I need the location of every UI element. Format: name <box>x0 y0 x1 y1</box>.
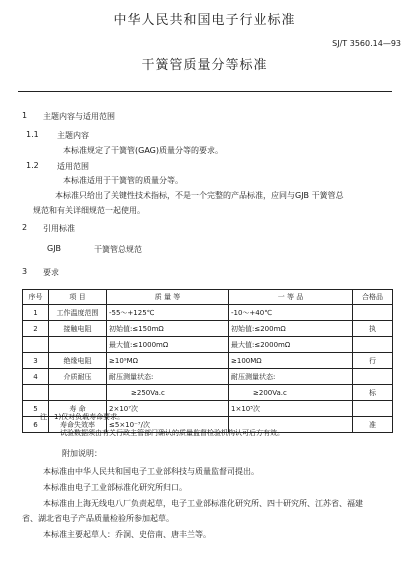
table-row <box>23 385 393 401</box>
cell-seq <box>23 337 49 353</box>
header-grade-1: 一 等 品 <box>229 290 353 305</box>
appendix-line-3b: 省、湖北省电子产品质量检验所参加起草。 <box>22 514 174 523</box>
cell-remark: 标 <box>353 385 393 401</box>
appendix-line-4: 本标准主要起草人：乔洞、史倍南、唐丰兰等。 <box>43 530 211 539</box>
table-header-row <box>23 290 393 305</box>
cell-seq: 3 <box>23 353 49 369</box>
cell-grade-a: ≥250Va.c <box>107 385 229 401</box>
cell-item: 寿 命 <box>49 401 107 417</box>
cell-seq <box>23 385 49 401</box>
cell-item <box>49 337 107 353</box>
cell-seq: 4 <box>23 369 49 385</box>
table-note-1: 注：1)仅对负载寿命要求。 <box>40 413 125 421</box>
cell-grade-b: -10～+40℃ <box>229 305 353 321</box>
cell-grade-a: -55～+125℃ <box>107 305 229 321</box>
cell-item: 绝缘电阻 <box>49 353 107 369</box>
appendix-line-1: 本标准由中华人民共和国电子工业部科技与质量监督司提出。 <box>43 467 259 476</box>
cell-item: 寿命失效率 <box>49 417 107 433</box>
table-row <box>23 305 393 321</box>
section-1-1-num: 1.1 <box>26 130 39 139</box>
cell-remark: 准 <box>353 417 393 433</box>
appendix-line-3a: 本标准由上海无线电八厂负责起草，电子工业部标准化研究所、四十研究所、江苏省、福建 <box>43 499 363 508</box>
header-item: 项 目 <box>49 290 107 305</box>
appendix-line-2: 本标准由电子工业部标准化研究所归口。 <box>43 483 187 492</box>
section-1-2-text-2: 本标准只给出了关键性技术指标，不是一个完整的产品标准，应同与GJB 干簧管总 <box>55 191 344 200</box>
reference-title: 干簧管总规范 <box>94 245 142 254</box>
section-3-heading: 要求 <box>43 268 59 277</box>
cell-remark <box>353 337 393 353</box>
table-note-2: 试验数据须由有关行政主管部门确认的质量监督检验机构认可后方有效。 <box>60 429 284 437</box>
section-1-1-text: 本标准规定了干簧管(GAG)质量分等的要求。 <box>63 146 223 155</box>
cell-remark <box>353 305 393 321</box>
section-1-2-num: 1.2 <box>26 161 39 170</box>
cell-grade-b: ≥200Va.c <box>229 385 353 401</box>
cell-grade-b: 最大值:≤2000mΩ <box>229 337 353 353</box>
cell-item <box>49 385 107 401</box>
cell-remark: 行 <box>353 353 393 369</box>
cell-grade-a: ≤5×10⁻⁷/次 <box>107 417 229 433</box>
header-grade-label: 质 量 等 <box>107 290 229 305</box>
section-1-heading: 主题内容与适用范围 <box>43 112 115 121</box>
cell-item: 工作温度范围 <box>49 305 107 321</box>
cell-seq: 1 <box>23 305 49 321</box>
section-2-num: 2 <box>22 223 28 232</box>
section-1-2-text-1: 本标准适用于干簧管的质量分等。 <box>63 176 183 185</box>
section-3-num: 3 <box>22 267 28 276</box>
table-row <box>23 353 393 369</box>
table-row <box>23 369 393 385</box>
title-divider <box>18 91 392 92</box>
cell-seq: 6 <box>23 417 49 433</box>
standard-number: SJ/T 3560.14—93 <box>332 39 401 48</box>
section-2-heading: 引用标准 <box>43 224 75 233</box>
cell-item: 接触电阻 <box>49 321 107 337</box>
header-remark: 合格品 <box>353 290 393 305</box>
cell-grade-b: 耐压测量状态: <box>229 369 353 385</box>
document-header: 中华人民共和国电子行业标准 <box>113 13 296 28</box>
cell-grade-b: ≥100MΩ <box>229 353 353 369</box>
cell-grade-a: 2×10⁷次 <box>107 401 229 417</box>
table-row <box>23 321 393 337</box>
cell-item: 介质耐压 <box>49 369 107 385</box>
section-1-num: 1 <box>22 111 28 120</box>
cell-seq: 5 <box>23 401 49 417</box>
cell-grade-a: 最大值:≤1000mΩ <box>107 337 229 353</box>
cell-grade-a: 初始值:≤150mΩ <box>107 321 229 337</box>
section-1-2-text-3: 规范和有关详细规范一起使用。 <box>33 206 145 215</box>
document-title: 干簧管质量分等标准 <box>141 58 268 73</box>
cell-grade-a: 耐压测量状态: <box>107 369 229 385</box>
section-1-2-heading: 适用范围 <box>57 162 89 171</box>
appendix-title: 附加说明： <box>62 449 102 458</box>
cell-seq: 2 <box>23 321 49 337</box>
cell-grade-a: ≥10⁹MΩ <box>107 353 229 369</box>
cell-grade-b: 初始值:≤200mΩ <box>229 321 353 337</box>
header-seq: 序号 <box>23 290 49 305</box>
section-1-1-heading: 主题内容 <box>57 131 89 140</box>
cell-remark <box>353 401 393 417</box>
table-row <box>23 337 393 353</box>
cell-remark <box>353 369 393 385</box>
reference-code: GJB <box>47 244 62 253</box>
cell-grade-b: 1×10⁵次 <box>229 401 353 417</box>
cell-remark: 执 <box>353 321 393 337</box>
